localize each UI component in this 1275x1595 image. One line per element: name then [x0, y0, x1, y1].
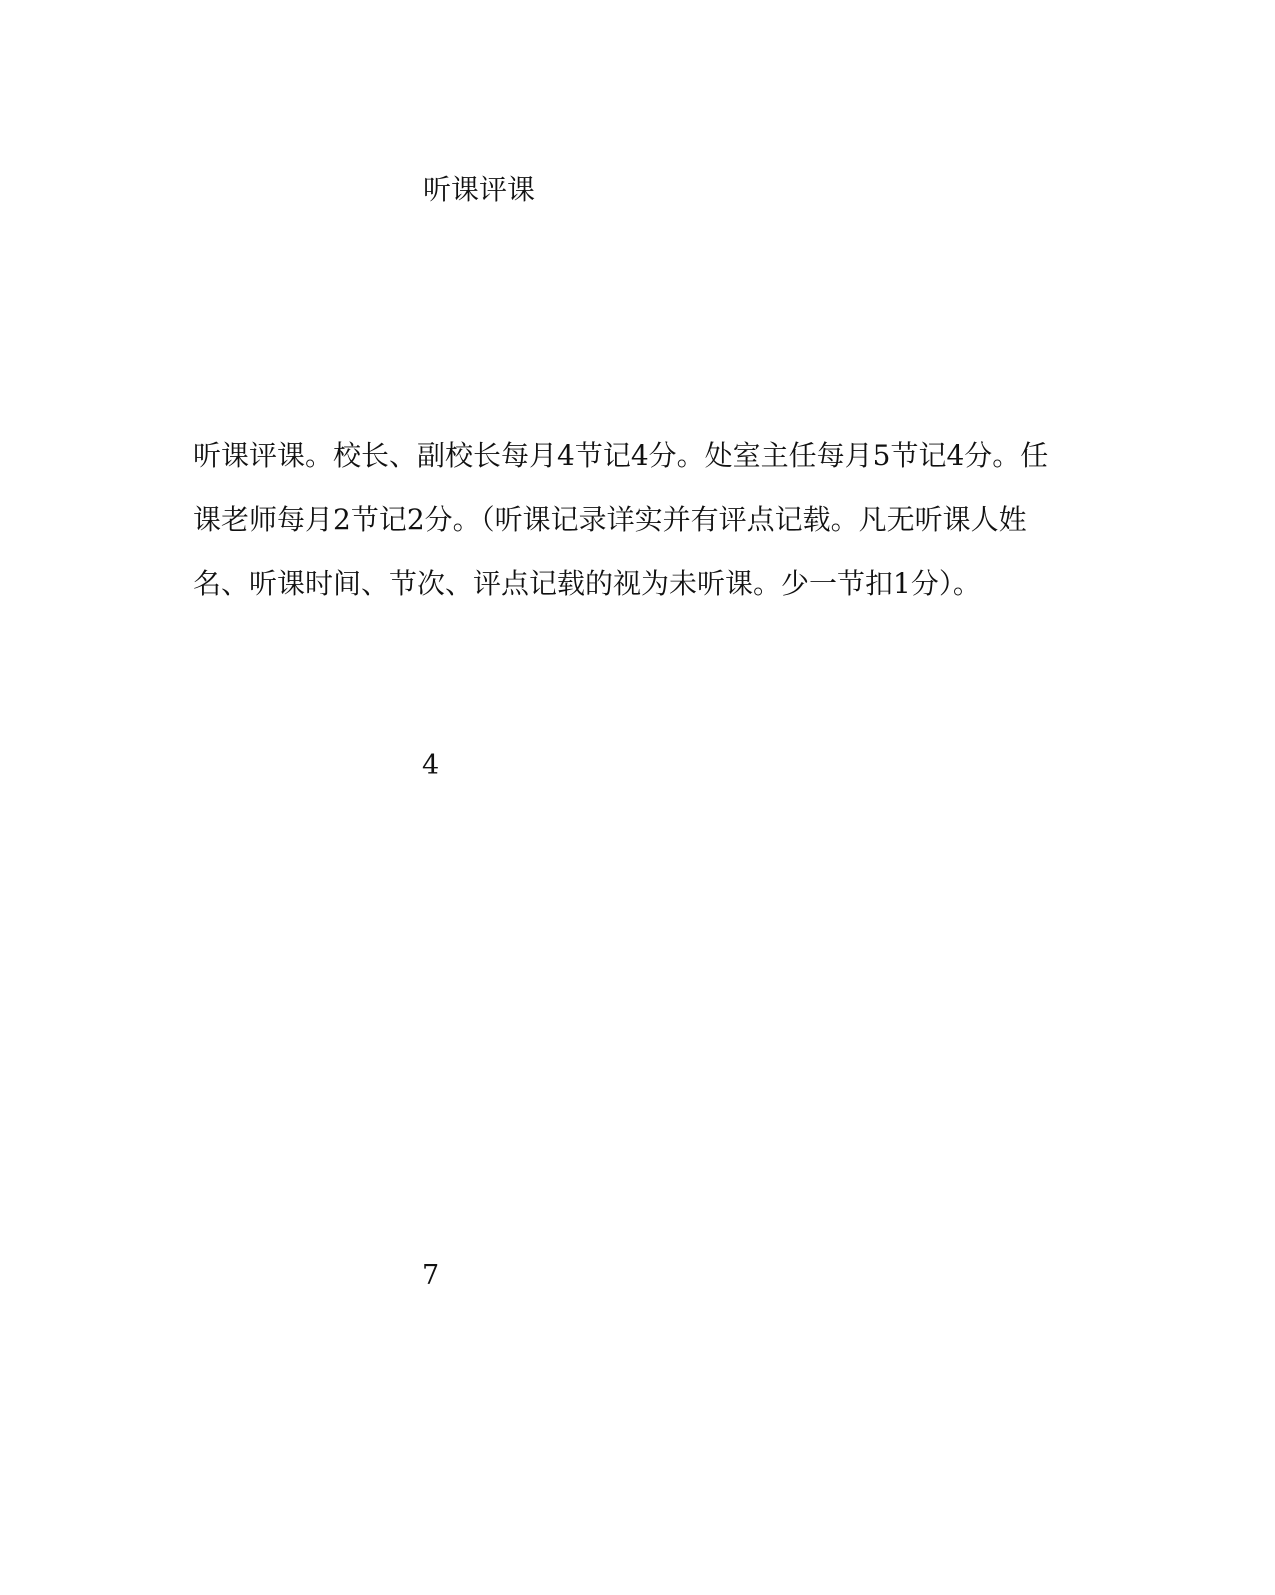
document-heading: 听课评课: [423, 173, 536, 206]
page-number-label: 7: [422, 1260, 440, 1291]
page-number-label: 4: [422, 750, 440, 781]
paragraph-line: 名、听课时间、节次、评点记载的视为未听课。少一节扣1分）。: [193, 567, 981, 600]
paragraph-line: 听课评课。校长、副校长每月4节记4分。处室主任每月5节记4分。任: [193, 439, 1049, 472]
paragraph-line: 课老师每月2节记2分。（听课记录详实并有评点记载。凡无听课人姓: [193, 503, 1027, 536]
document-paragraph: [193, 424, 1063, 616]
